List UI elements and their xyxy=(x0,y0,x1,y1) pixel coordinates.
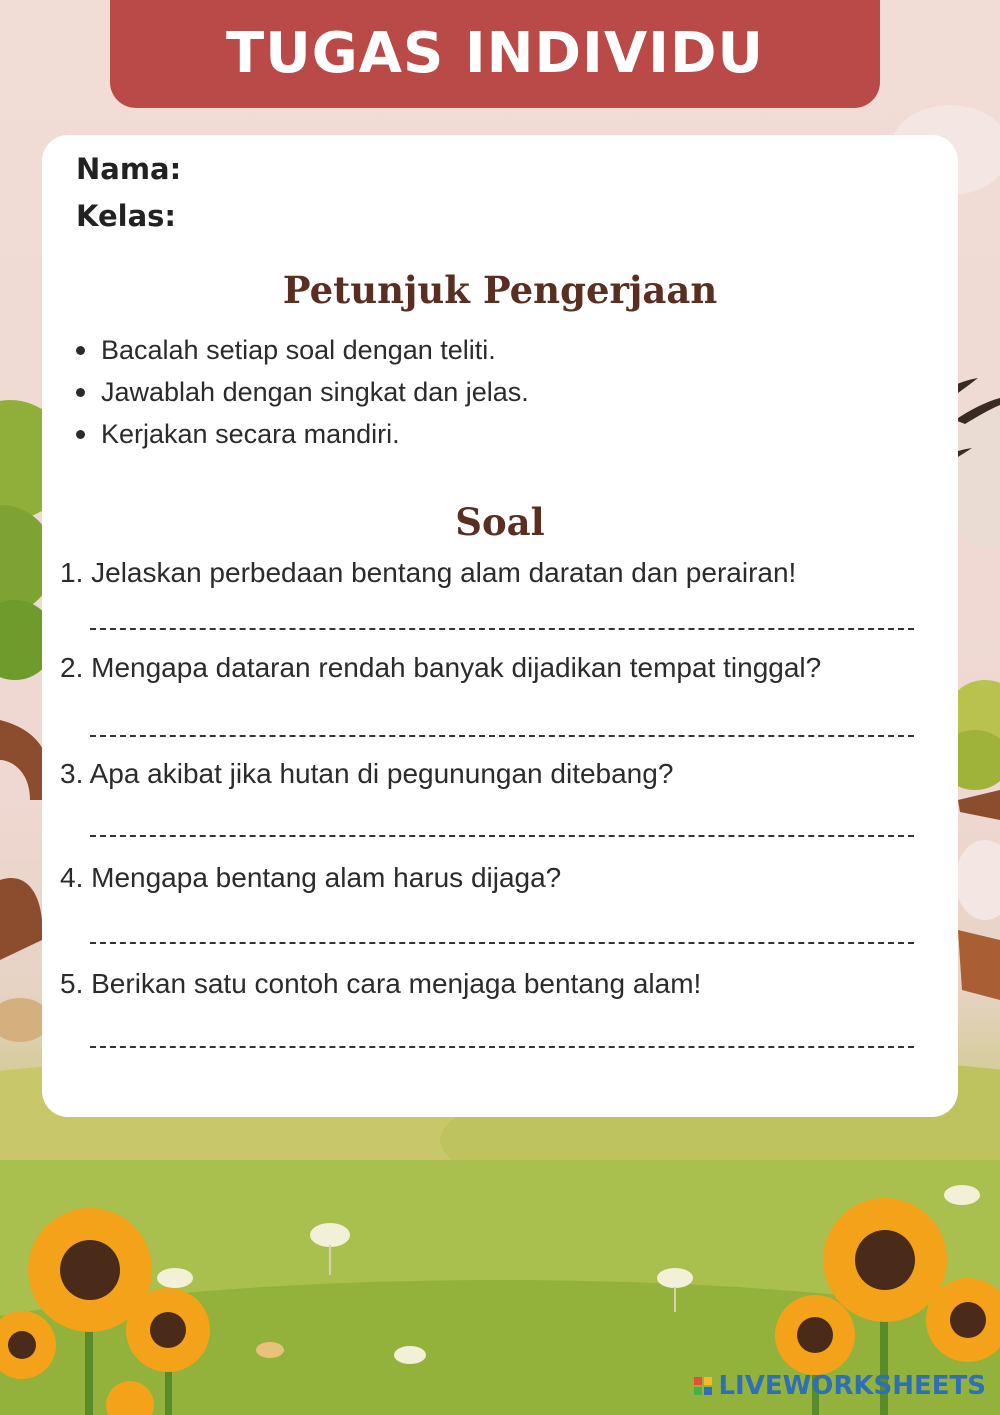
liveworksheets-logo[interactable] xyxy=(694,1371,986,1401)
instruction-item xyxy=(76,419,400,450)
answer-line-4[interactable] xyxy=(90,942,914,944)
question-5: 5. Berikan satu contoh cara menjaga bentang alam! xyxy=(60,968,702,999)
question-1: 1. Jelaskan perbedaan bentang alam daratan dan perairan! xyxy=(60,557,797,588)
answer-line-5[interactable] xyxy=(90,1046,914,1048)
logo-text: LIVEWORKSHEETS xyxy=(718,1371,986,1401)
instruction-text: Jawablah dengan singkat dan jelas. xyxy=(101,377,529,407)
title-banner xyxy=(110,0,880,108)
question-3: 3. Apa akibat jika hutan di pegunungan ditebang? xyxy=(60,758,674,789)
instruction-text: Kerjakan secara mandiri. xyxy=(101,419,400,449)
bullet-icon xyxy=(76,430,85,439)
instruction-item xyxy=(76,335,496,366)
questions-heading: Soal xyxy=(455,500,545,544)
question-2: 2. Mengapa dataran rendah banyak dijadikan tempat tinggal? xyxy=(60,652,822,683)
liveworksheets-logo-icon xyxy=(694,1377,712,1395)
instruction-item xyxy=(76,377,529,408)
bullet-icon xyxy=(76,388,85,397)
answer-line-2[interactable] xyxy=(90,735,914,737)
answer-line-3[interactable] xyxy=(90,835,914,837)
instructions-heading: Petunjuk Pengerjaan xyxy=(282,268,718,312)
answer-line-1[interactable] xyxy=(90,628,914,630)
question-4: 4. Mengapa bentang alam harus dijaga? xyxy=(60,862,562,893)
instruction-text: Bacalah setiap soal dengan teliti. xyxy=(101,335,496,365)
name-label: Nama: xyxy=(76,152,182,186)
bullet-icon xyxy=(76,346,85,355)
page-title: TUGAS INDIVIDU xyxy=(226,21,764,86)
class-label: Kelas: xyxy=(76,199,176,233)
